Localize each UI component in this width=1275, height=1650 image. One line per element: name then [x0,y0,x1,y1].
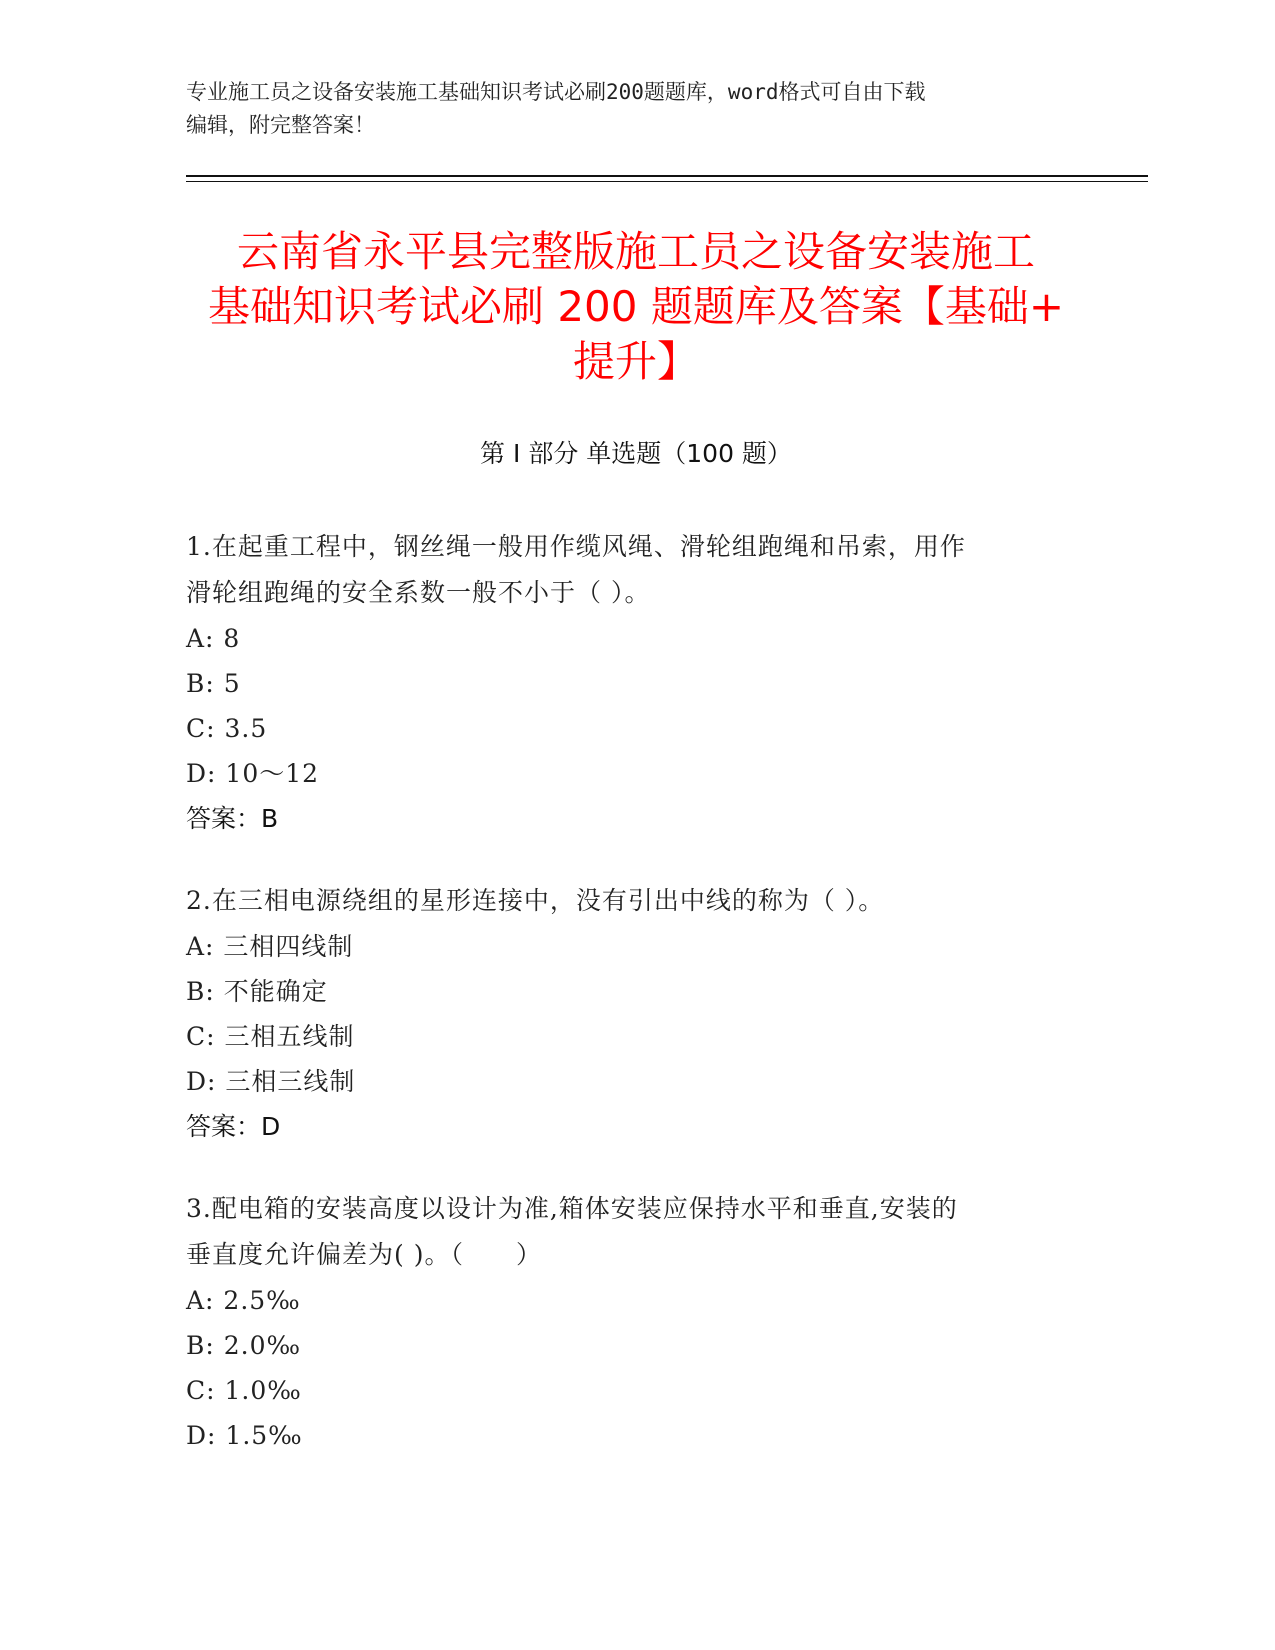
option-d: D: 10～12 [186,759,320,788]
header-divider-thick [186,175,1148,177]
section-heading: 第 I 部分 单选题（100 题） [480,439,792,468]
question-stem-line: 3.配电箱的安装高度以设计为准,箱体安装应保持水平和垂直,安装的 [186,1194,958,1223]
header-divider-thin [186,181,1148,182]
question-list [186,524,1066,1494]
question-3 [186,1186,1066,1458]
document-title-line-1: 云南省永平县完整版施工员之设备安装施工 [236,227,1035,276]
question-stem-line: 1.在起重工程中，钢丝绳一般用作缆风绳、滑轮组跑绳和吊索，用作 [186,532,966,561]
document-title-line-2: 基础知识考试必刷 200 题题库及答案【基础+ [207,282,1065,331]
document-title [186,224,1086,389]
option-d: D: 三相三线制 [186,1067,356,1096]
option-a: A: 三相四线制 [186,932,354,961]
option-b: B: 不能确定 [186,977,328,1006]
question-2 [186,878,1066,1150]
question-1 [186,524,1066,842]
question-stem-line: 2.在三相电源绕组的星形连接中，没有引出中线的称为（ ）。 [186,886,885,915]
option-a: A: 2.5‰ [186,1286,301,1315]
question-stem-line: 滑轮组跑绳的安全系数一般不小于（ ）。 [186,578,651,607]
option-c: C: 3.5 [186,714,268,743]
option-c: C: 1.0‰ [186,1376,302,1405]
header-note [186,76,1086,142]
answer-line: 答案：D [186,1112,281,1141]
option-b: B: 2.0‰ [186,1331,302,1360]
option-a: A: 8 [186,624,241,653]
question-stem-line: 垂直度允许偏差为( )。（ ） [186,1240,542,1269]
header-note-line-1: 专业施工员之设备安装施工基础知识考试必刷200题题库，word格式可自由下载 [186,80,926,104]
option-b: B: 5 [186,669,241,698]
option-d: D: 1.5‰ [186,1421,303,1450]
answer-line: 答案：B [186,804,279,833]
document-title-line-3: 提升】 [572,337,699,386]
option-c: C: 三相五线制 [186,1022,355,1051]
header-note-line-2: 编辑，附完整答案！ [186,113,375,137]
